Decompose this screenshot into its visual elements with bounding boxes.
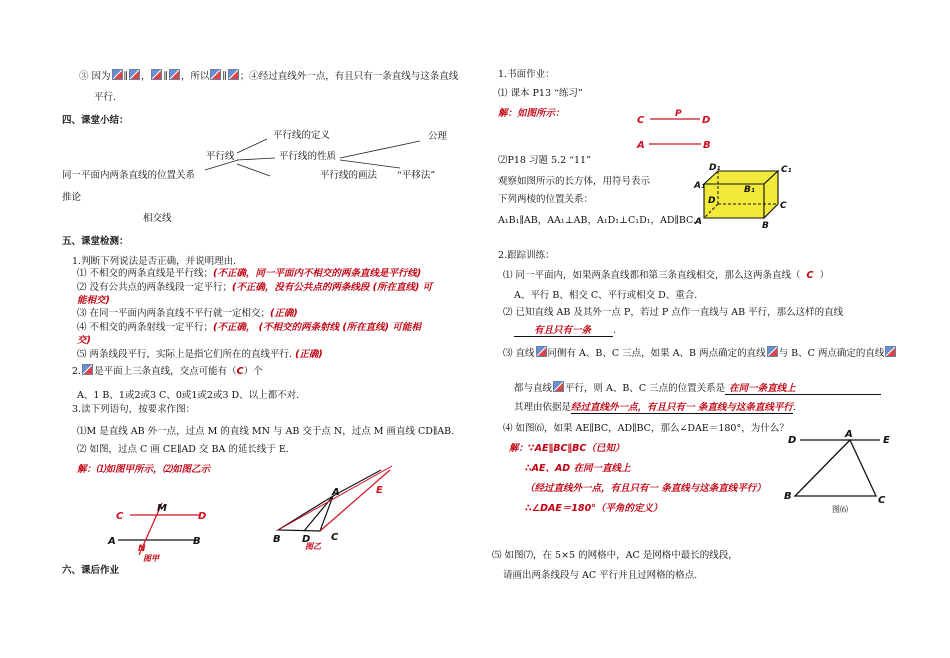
svg-text:A: A (845, 429, 853, 440)
t4-a2: ∴AE、AD 在同一直线上 (525, 463, 631, 474)
answer: (正确) (295, 349, 323, 360)
svg-text:E: E (883, 435, 890, 446)
mm-inter: 相交线 (143, 213, 172, 224)
t3-b (514, 381, 881, 395)
answer: (不正确，没有公共点的两条线段 (所在直线) 可 (232, 282, 433, 293)
fig6-caption: 图⑹ (832, 505, 848, 514)
answer: 经过直线外一点，有且只有一 条直线与这条直线平行 (571, 402, 793, 413)
q3-answer: 解：⑴如图甲所示，⑵如图乙示 (77, 464, 211, 475)
answer: (正确) (270, 308, 298, 319)
q1-3 (77, 308, 298, 319)
q3: 3.读下列语句，按要求作图： (72, 404, 196, 415)
svg-text:D: D (302, 534, 311, 545)
text: ） (819, 270, 830, 281)
h1-2c: 下列两棱的位置关系： (498, 194, 594, 205)
text: ⑶ 在同一平面内两条直线不平行就一定相交； (77, 308, 271, 319)
h1-2d: A₁B₁∥AB，AA₁⊥AB，A₁D₁⊥C₁D₁，AD∥BC. (498, 215, 696, 226)
fig-yi-caption: 图乙 (305, 542, 321, 551)
text: 2. (72, 366, 82, 377)
text: ⑴ 同一平面内，如果两条直线都和第三条直线相交，那么这两条直线（ (503, 270, 801, 281)
line-symbol-icon (885, 346, 896, 357)
text: ⑶ 直线 (503, 348, 535, 359)
svg-text:C: C (116, 511, 124, 522)
q3-1: ⑴M 是直线 AB 外一点，过点 M 的直线 MN 与 AB 交于点 N，过点 M 画直线 CD∥AB. (77, 426, 455, 437)
text: ；④经过直线外一点，有且只有一条直线与这条直线 (239, 71, 459, 82)
q1-5 (77, 349, 323, 360)
q3-2: ⑵ 如图，过点 C 画 CE∥AD 交 BA 的延长线于 E. (77, 444, 289, 455)
text: ∥ (123, 71, 128, 82)
line-symbol-icon (169, 69, 180, 80)
mm-parallel: 平行线 (206, 151, 235, 162)
h1-2: ⑵P18 习题 5.2 “11” (498, 155, 591, 166)
line-symbol-icon (767, 346, 778, 357)
mm-infer: 推论 (62, 192, 82, 203)
text: ）个 (243, 366, 263, 377)
text: ∥ (163, 71, 168, 82)
svg-text:B₁: B₁ (744, 185, 755, 195)
answer: 有且只有一条 (514, 325, 613, 337)
q1-1 (77, 268, 421, 279)
text: 其理由依据是 (514, 402, 572, 413)
answer: (不正确，同一平面内不相交的两条直线是平行线) (213, 268, 422, 279)
period: . (792, 402, 796, 413)
svg-text:P: P (675, 109, 682, 119)
svg-text:B: B (273, 534, 281, 545)
h1: 1.书面作业： (498, 69, 555, 80)
t5b: 请画出两条线段与 AC 平行并且过网格的格点. (503, 570, 698, 581)
q1: 1.判断下列说法是否正确，并说明理由. (72, 256, 237, 267)
svg-text:C: C (878, 495, 886, 506)
mm-def: 平行线的定义 (273, 130, 331, 141)
text: 是平面上三条直线，交点可能有（ (94, 366, 237, 377)
text: ，所以 (180, 71, 210, 82)
t4: ⑷ 如图⑹，如果 AE∥BC，AD∥BC，那么∠DAE＝180°，为什么？ (503, 423, 789, 434)
t2-answer-line (514, 325, 616, 336)
t3-reason (514, 402, 796, 413)
mm-push: “平移法” (397, 170, 436, 181)
check-title: 五、课堂检测： (62, 236, 129, 247)
line-symbol-icon (112, 69, 123, 80)
mm-draw: 平行线的画法 (320, 170, 378, 181)
t1-options: A、平行 B、相交 C、平行或相交 D、重合. (514, 290, 698, 301)
svg-text:C: C (331, 532, 339, 543)
t2: ⑵ 已知直线 AB 及其外一点 P，若过 P 点作一直线与 AB 平行，那么这样的直线 (503, 307, 844, 318)
line-symbol-icon (210, 69, 221, 80)
item3-line (79, 69, 458, 82)
answer: 在同一条直线上 (725, 383, 881, 395)
mm-prop: 平行线的性质 (279, 151, 337, 162)
t3 (503, 346, 897, 359)
svg-text:D: D (788, 435, 797, 446)
line-symbol-icon (553, 381, 564, 392)
svg-text:M: M (157, 503, 167, 514)
answer: C (806, 270, 814, 281)
answer: C (236, 366, 244, 377)
line-symbol-icon (129, 69, 140, 80)
q1-2-answer-cont: 能相交) (77, 295, 110, 306)
text: ， (140, 71, 151, 82)
mm-axiom: 公理 (428, 131, 448, 142)
svg-text:B: B (762, 221, 769, 231)
mm-pos: 同一平面内两条直线的位置关系 (62, 170, 196, 181)
svg-text:A: A (332, 487, 340, 498)
summary-title: 四、课堂小结： (62, 115, 129, 126)
svg-text:B: B (784, 491, 792, 502)
q1-4-answer-cont: 交) (77, 335, 91, 346)
period: . (613, 325, 617, 336)
svg-text:A: A (695, 217, 702, 227)
text: 都与直线 (514, 383, 553, 394)
svg-text:C: C (780, 201, 787, 211)
t5: ⑸ 如图⑺，在 5×5 的网格中，AC 是网格中最长的线段， (492, 550, 738, 561)
svg-text:C: C (637, 115, 645, 126)
t4-a3: （经过直线外一点，有且只有一 条直线与这条直线平行） (525, 483, 766, 494)
svg-text:C₁: C₁ (781, 165, 792, 175)
text: ③ 因为 (79, 71, 111, 82)
t4-a1: 解：∵AE∥BC∥BC（已知） (509, 443, 625, 454)
line-symbol-icon (536, 346, 547, 357)
svg-text:E: E (376, 485, 383, 496)
text: 与 B、C 两点确定的直线 (778, 348, 885, 359)
svg-text:D: D (702, 115, 711, 126)
h2: 2.跟踪训练： (498, 250, 555, 261)
text: ⑷ 不相交的两条射线一定平行； (77, 322, 214, 333)
q2-options: A、1 B、1或2或3 C、0或1或2或3 D、以上都不对. (77, 390, 300, 401)
svg-text:N: N (138, 544, 146, 554)
homework-title: 六、课后作业 (62, 565, 120, 576)
text: 平行，则 A、B、C 三点的位置关系是 (565, 383, 726, 394)
t4-a4: ∴∠DAE＝180°（平角的定义） (525, 503, 663, 514)
q2 (72, 364, 263, 377)
svg-text:B: B (703, 140, 711, 151)
h1-answer: 解：如图所示： (498, 108, 565, 119)
svg-text:B: B (193, 536, 201, 547)
text: ⑸ 两条线段平行，实际上是指它们所在的直线平行. (77, 349, 293, 360)
text: ⑵ 没有公共点的两条线段一定平行； (77, 282, 233, 293)
text: ∥ (222, 71, 227, 82)
svg-text:A₁: A₁ (694, 181, 705, 191)
svg-text:A: A (108, 536, 116, 547)
text: 同侧有 A、B、C 三点，如果 A、B 两点确定的直线 (547, 348, 766, 359)
line-symbol-icon (151, 69, 162, 80)
q1-2 (77, 282, 432, 293)
t1 (503, 270, 829, 281)
item3-cont: 平行. (94, 92, 117, 103)
lines-symbol-icon (82, 364, 93, 375)
svg-text:A: A (637, 140, 645, 151)
h1-2b: 观察如图所示的长方体，用符号表示 (498, 176, 651, 187)
svg-text:D: D (198, 511, 207, 522)
h1-1: ⑴ 课本 P13 “练习” (498, 88, 583, 99)
fig-jia-caption: 图甲 (143, 554, 159, 563)
line-symbol-icon (228, 69, 239, 80)
answer: (不正确， (不相交的两条射线 (所在直线) 可能相 (213, 322, 421, 333)
q1-4 (77, 322, 421, 333)
text: ⑴ 不相交的两条直线是平行线； (77, 268, 214, 279)
svg-text:D: D (708, 196, 716, 206)
svg-text:D₁: D₁ (709, 163, 721, 173)
